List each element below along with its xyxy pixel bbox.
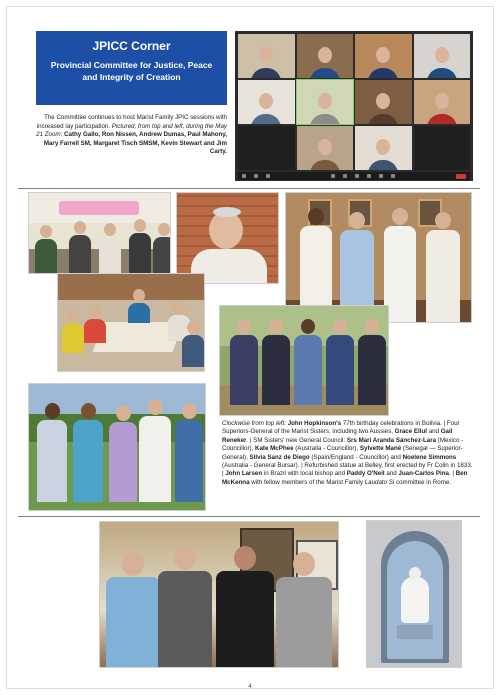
photo-brazil-group [28, 383, 206, 511]
caption-text: and [384, 470, 399, 478]
zoom-toolbar [238, 172, 470, 180]
photo-group-meal [57, 273, 205, 372]
caption-name: Sylvette Mané [359, 445, 402, 453]
photo-caption [222, 420, 474, 487]
caption-name: Ben McKenna [222, 470, 468, 486]
zoom-meeting-photo [235, 31, 473, 181]
zoom-tile [414, 80, 471, 124]
caption-name: Silvia Sanz de Diego [249, 453, 310, 461]
zoom-tile [355, 126, 412, 170]
zoom-tile [297, 126, 354, 170]
caption-text: (Australia - General Bursar). | Refurbished statue at Belley, first erected by Fr Colin in 1833. | [222, 462, 473, 478]
zoom-tile [238, 126, 295, 170]
caption-text: (Mexico - Councillor), [222, 436, 464, 453]
intro-names: Cathy Gallo, Ron Nissen, Andrew Dumas, Paul Mahony, Mary Farrell SM, Margaret Tisch SMSM, Kevin Stewart and Jim Carty. [43, 131, 227, 156]
divider-rule [18, 516, 480, 517]
zoom-tile [238, 34, 295, 78]
zoom-tile [297, 80, 354, 124]
caption-lead: Clockwise from top left: [222, 420, 286, 427]
caption-text: and [426, 428, 441, 436]
caption-name: Srs Mari Aranda Sánchez-Lara [346, 436, 437, 444]
page-title: JPICC Corner [92, 39, 171, 53]
caption-text: with fellow members of the Marist Family [249, 478, 365, 486]
zoom-tile [355, 80, 412, 124]
caption-name: Kate McPhee [255, 445, 294, 453]
zoom-tile [297, 34, 354, 78]
caption-name: Grace Ellul [394, 428, 427, 436]
page-subtitle: Provincial Committee for Justice, Peace and Integrity of Creation [50, 60, 213, 82]
photo-refurbished-statue [366, 520, 462, 668]
caption-text: 77th birthday celebrations in Bolivia. | Four Superiors-General of the Marist Sisters, including two Aussies, [222, 420, 460, 436]
caption-name: Paddy O'Neil [346, 470, 385, 478]
caption-text: . | [448, 470, 456, 478]
caption-name: John Larsen [225, 470, 263, 478]
photo-man-eating [176, 192, 279, 284]
caption-italic: Laudato Si [364, 478, 395, 486]
divider-rule [18, 188, 480, 189]
zoom-tile [238, 80, 295, 124]
page-number: 4 [248, 684, 252, 690]
caption-text: committee in Rome. [394, 478, 452, 486]
caption-name: Noelene Simmons [402, 453, 457, 461]
photo-superiors-general [285, 192, 472, 323]
caption-text: (Spain/England - Councillor) and [309, 453, 403, 461]
zoom-tile [355, 34, 412, 78]
caption-text: (Senegal — Superior-General), [222, 445, 463, 461]
photo-sm-sisters-council [219, 305, 389, 416]
caption-text: . | SM Sisters' new General Council: [246, 436, 347, 444]
caption-name: John Hopkinson's [285, 420, 342, 427]
caption-text: (Australia - Councillor), [293, 445, 360, 453]
title-box [36, 31, 227, 105]
photo-laudato-si-committee [99, 521, 339, 668]
zoom-tile [414, 126, 471, 170]
intro-paragraph [36, 114, 227, 157]
caption-name: Gail Reneker [222, 428, 453, 444]
caption-name: Juan-Carlos Pina [398, 470, 449, 478]
photo-birthday-celebration [28, 192, 171, 274]
intro-italic: Pictured, from top and left, during the May 21 Zoom: [36, 122, 227, 139]
caption-text: in Brazil with local bishop and [262, 470, 347, 478]
zoom-tile [414, 34, 471, 78]
intro-text: The Committee continues to host Marist Family JPIC sessions with increased lay participation. [36, 114, 227, 130]
